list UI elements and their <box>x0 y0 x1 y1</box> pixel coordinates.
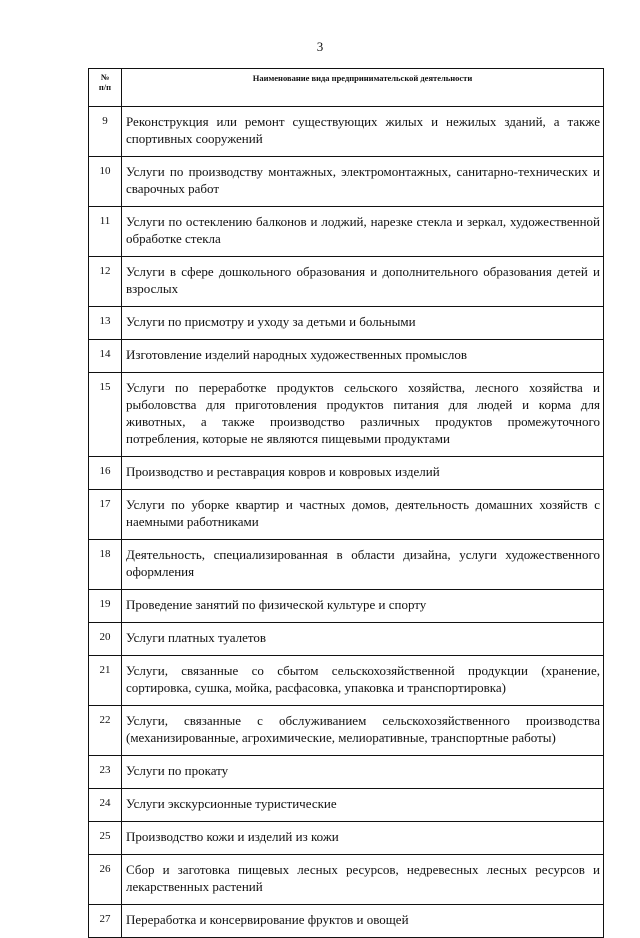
row-number: 22 <box>89 706 122 756</box>
table-row <box>89 789 604 822</box>
table-row <box>89 756 604 789</box>
row-number: 18 <box>89 540 122 590</box>
table-row <box>89 457 604 490</box>
table-row <box>89 490 604 540</box>
activity-table <box>88 68 604 938</box>
table-row <box>89 623 604 656</box>
table-row <box>89 540 604 590</box>
row-activity-name: Услуги, связанные с обслуживанием сельскохозяйственного производства (механизированные, агрохимические, мелиоративные, транспортные работы) <box>122 706 604 756</box>
row-number: 11 <box>89 207 122 257</box>
row-activity-name: Изготовление изделий народных художественных промыслов <box>122 340 604 373</box>
table-row <box>89 373 604 457</box>
row-number: 9 <box>89 107 122 157</box>
row-activity-name: Услуги по присмотру и уходу за детьми и больными <box>122 307 604 340</box>
header-title-cell: Наименование вида предпринимательской деятельности <box>122 69 604 107</box>
header-number-abbrev: п/п <box>98 81 112 92</box>
row-activity-name: Производство кожи и изделий из кожи <box>122 822 604 855</box>
row-activity-name: Услуги по переработке продуктов сельского хозяйства, лесного хозяйства и рыболовства для приготовления продуктов питания для людей и корма для животных, а также производство различных продуктов промежуточного потребления, которые не являются пищевыми продуктами <box>122 373 604 457</box>
row-activity-name: Услуги платных туалетов <box>122 623 604 656</box>
row-number: 13 <box>89 307 122 340</box>
row-activity-name: Реконструкция или ремонт существующих жилых и нежилых зданий, а также спортивных сооружений <box>122 107 604 157</box>
row-activity-name: Переработка и консервирование фруктов и овощей <box>122 905 604 938</box>
row-activity-name: Деятельность, специализированная в области дизайна, услуги художественного оформления <box>122 540 604 590</box>
table-row <box>89 656 604 706</box>
table-row <box>89 822 604 855</box>
row-number: 24 <box>89 789 122 822</box>
table-row <box>89 905 604 938</box>
table-row <box>89 590 604 623</box>
table-row <box>89 307 604 340</box>
row-number: 10 <box>89 157 122 207</box>
table-row <box>89 706 604 756</box>
row-number: 25 <box>89 822 122 855</box>
row-number: 12 <box>89 257 122 307</box>
row-number: 21 <box>89 656 122 706</box>
row-number: 15 <box>89 373 122 457</box>
table-row <box>89 207 604 257</box>
header-number-symbol: № <box>100 72 110 82</box>
row-number: 26 <box>89 855 122 905</box>
row-activity-name: Услуги по уборке квартир и частных домов, деятельность домашних хозяйств с наемными работниками <box>122 490 604 540</box>
page-number: 3 <box>316 39 324 54</box>
row-number: 27 <box>89 905 122 938</box>
row-number: 20 <box>89 623 122 656</box>
row-activity-name: Услуги экскурсионные туристические <box>122 789 604 822</box>
row-activity-name: Проведение занятий по физической культуре и спорту <box>122 590 604 623</box>
row-number: 19 <box>89 590 122 623</box>
table-row <box>89 257 604 307</box>
table-row <box>89 340 604 373</box>
row-number: 16 <box>89 457 122 490</box>
table-row <box>89 107 604 157</box>
row-activity-name: Производство и реставрация ковров и ковровых изделий <box>122 457 604 490</box>
row-activity-name: Услуги по производству монтажных, электромонтажных, санитарно-технических и сварочных работ <box>122 157 604 207</box>
table-row <box>89 157 604 207</box>
row-number: 23 <box>89 756 122 789</box>
row-activity-name: Сбор и заготовка пищевых лесных ресурсов, недревесных лесных ресурсов и лекарственных растений <box>122 855 604 905</box>
row-activity-name: Услуги, связанные со сбытом сельскохозяйственной продукции (хранение, сортировка, сушка, мойка, расфасовка, упаковка и транспортировка) <box>122 656 604 706</box>
row-number: 17 <box>89 490 122 540</box>
row-activity-name: Услуги в сфере дошкольного образования и дополнительного образования детей и взрослых <box>122 257 604 307</box>
row-number: 14 <box>89 340 122 373</box>
row-activity-name: Услуги по прокату <box>122 756 604 789</box>
table-header-row <box>89 69 604 107</box>
header-number-cell <box>89 69 122 107</box>
row-activity-name: Услуги по остеклению балконов и лоджий, нарезке стекла и зеркал, художественной обработке стекла <box>122 207 604 257</box>
table-row <box>89 855 604 905</box>
